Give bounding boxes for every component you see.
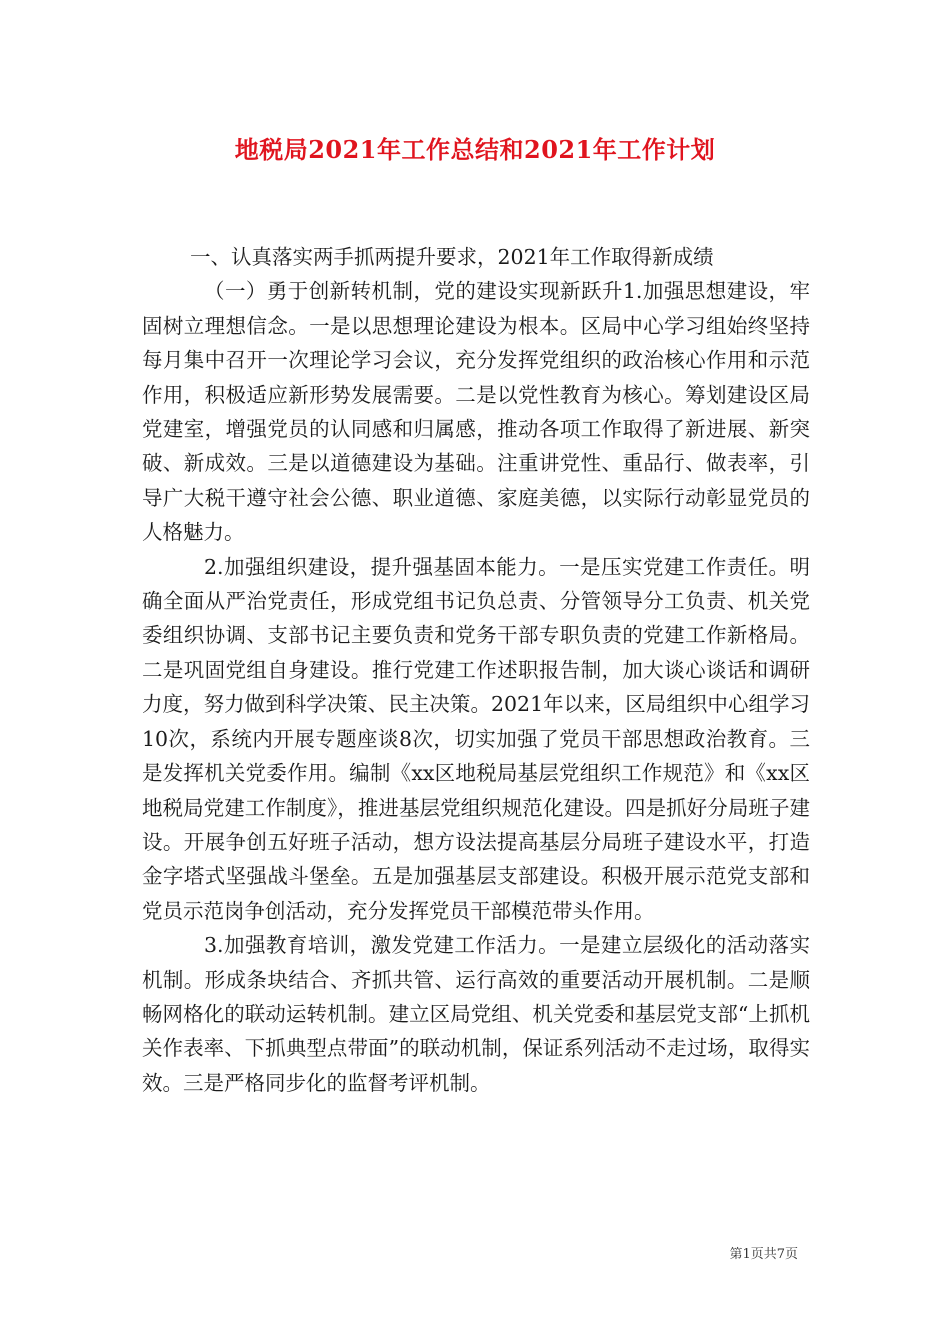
section-heading: 一、认真落实两手抓两提升要求，2021年工作取得新成绩	[190, 245, 714, 269]
document-body	[142, 240, 810, 1100]
paragraph-party-building: （一）勇于创新转机制，党的建设实现新跃升1.加强思想建设，牢固树立理想信念。一是以思想理论建设为根本。区局中心学习组始终坚持每月集中召开一次理论学习会议，充分发挥党组织的政治核心作用和示范作用，积极适应新形势发展需要。二是以党性教育为核心。筹划建设区局党建室，增强党员的认同感和归属感，推动各项工作取得了新进展、新突破、新成效。三是以道德建设为基础。注重讲党性、重品行、做表率，引导广大税干遵守社会公德、职业道德、家庭美德，以实际行动彰显党员的人格魅力。	[142, 279, 810, 545]
paragraph-education: 3.加强教育培训，激发党建工作活力。一是建立层级化的活动落实机制。形成条块结合、齐抓共管、运行高效的重要活动开展机制。二是顺畅网格化的联动运转机制。建立区局党组、机关党委和基层党支部“上抓机关作表率、下抓典型点带面”的联动机制，保证系列活动不走过场，取得实效。三是严格同步化的监督考评机制。	[142, 933, 810, 1095]
document-title: 地税局2021年工作总结和2021年工作计划	[234, 135, 716, 164]
paragraph-organization: 2.加强组织建设，提升强基固本能力。一是压实党建工作责任。明确全面从严治党责任，形成党组书记负总责、分管领导分工负责、机关党委组织协调、支部书记主要负责和党务干部专职负责的党建工作新格局。二是巩固党组自身建设。推行党建工作述职报告制，加大谈心谈话和调研力度，努力做到科学决策、民主决策。2021年以来，区局组织中心组学习10次，系统内开展专题座谈8次，切实加强了党员干部思想政治教育。三是发挥机关党委作用。编制《xx区地税局基层党组织工作规范》和《xx区地税局党建工作制度》，推进基层党组织规范化建设。四是抓好分局班子建设。开展争创五好班子活动，想方设法提高基层分局班子建设水平，打造金字塔式坚强战斗堡垒。五是加强基层支部建设。积极开展示范党支部和党员示范岗争创活动，充分发挥党员干部模范带头作用。	[142, 554, 810, 923]
page-number-indicator: 第1页共7页	[729, 1247, 798, 1262]
